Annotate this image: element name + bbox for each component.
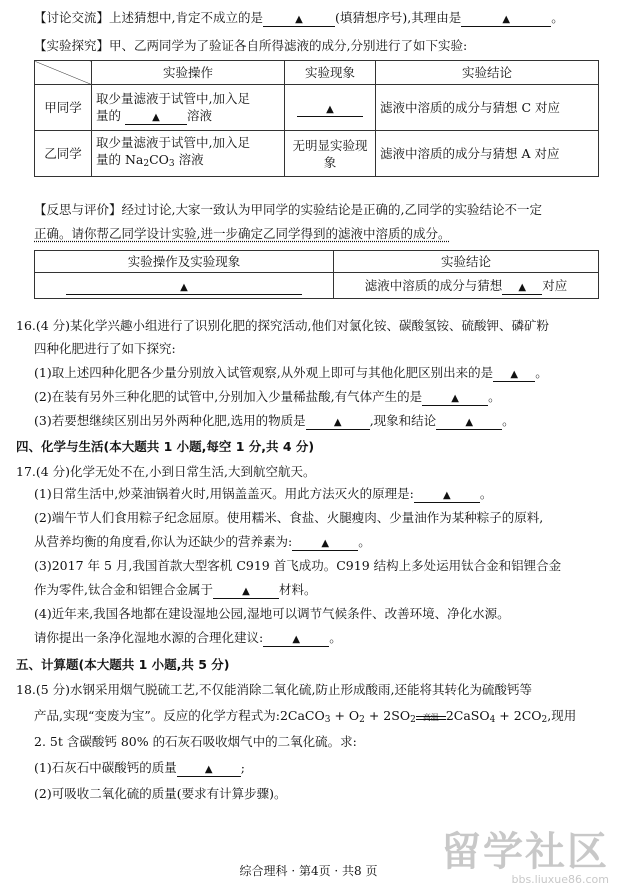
q16-part-1: (1)取上述四种化肥各少量分别放入试管观察,从外观上即可与其他化肥区别出来的是 ▲ 。 [34,365,548,380]
answer-blank[interactable] [66,279,302,295]
answer-blank[interactable] [292,535,358,551]
watermark-logo: 留学社区 bbs.liuxue86.com [441,829,609,886]
triangle-icon: ▲ [292,634,301,645]
student-a: 甲同学 [35,85,92,131]
table-corner-cell [35,61,92,85]
triangle-icon: ▲ [451,393,459,404]
answer-blank[interactable] [422,390,488,406]
experiment-table [34,60,599,177]
triangle-icon: ▲ [518,281,527,293]
q18-part-1: (1)石灰石中碳酸钙的质量 ▲ ; [34,760,245,775]
triangle-icon: ▲ [295,14,303,25]
design-answer-cell [35,273,334,299]
section-4-heading: 四、化学与生活(本大题共 1 小题,每空 1 分,共 4 分) [16,439,315,454]
q17-part-2b: 从营养均衡的角度看,你认为还缺少的营养素为: ▲ 。 [34,534,371,549]
student-b: 乙同学 [35,131,92,177]
answer-blank[interactable] [436,414,502,430]
q17-part-3b: 作为零件,钛合金和铝锂合金属于 ▲ 材料。 [34,582,317,597]
triangle-icon: ▲ [465,417,474,428]
q17-part-1: (1)日常生活中,炒菜油锅着火时,用锅盖盖灭。用此方法灭火的原理是: ▲ 。 [34,486,493,501]
triangle-icon: ▲ [333,417,342,428]
q18-part-2: (2)可吸收二氧化硫的质量(要求有计算步骤)。 [34,786,287,801]
triangle-icon: ▲ [321,538,330,549]
answer-blank[interactable] [306,414,370,430]
q18-equation-line: 产品,实现“变废为宝”。反应的化学方程式为:2CaCO$_3$ + $O_2 + 2SO_2$ 高温 2CaSO$_4$ + $2CO_2$,现用 [34,708,577,725]
answer-blank[interactable] [461,11,551,27]
q16-stem-2: 四种化肥进行了如下探究: [34,341,176,356]
triangle-icon: ▲ [326,103,334,115]
page-footer: 综合理科 · 第4页 · 共8 页 [239,864,378,878]
q16-part-2: (2)在装有另外三种化肥的试管中,分别加入少量稀盐酸,有气体产生的是 ▲ 。 [34,389,501,404]
triangle-icon: ▲ [502,14,511,25]
triangle-icon: ▲ [443,490,451,501]
header-conclusion: 实验结论 [334,251,599,273]
q17-part-3a: (3)2017 年 5 月,我国首款大型客机 C919 首飞成功。C919 结构上多处运用钛合金和铝锂合金 [34,558,562,573]
triangle-icon: ▲ [152,112,160,123]
q16-part-3: (3)若要想继续区别出另外两种化肥,选用的物质是 ▲ ,现象和结论 ▲ 。 [34,413,515,428]
header-conclusion: 实验结论 [376,61,599,85]
reflection-line-2: 正确。请你帮乙同学设计实验,进一步确定乙同学得到的滤液中溶质的成分。 [34,226,451,241]
answer-blank[interactable] [297,101,363,117]
answer-blank[interactable] [493,366,535,382]
conclusion-cell: 滤液中溶质的成分与猜想 C 对应 [376,85,599,131]
triangle-icon: ▲ [204,764,213,775]
answer-blank[interactable] [263,631,329,647]
header-operation: 实验操作 [92,61,285,85]
section-5-heading: 五、计算题(本大题共 1 小题,共 5 分) [16,657,230,672]
triangle-icon: ▲ [242,586,250,597]
header-operation-phenomenon: 实验操作及实验现象 [35,251,334,273]
q17-stem: 17.(4 分)化学无处不在,小到日常生活,大到航空航天。 [16,464,316,479]
q18-stem-1: 18.(5 分)水钢采用烟气脱硫工艺,不仅能消除二氧化硫,防止形成酸雨,还能将其转化为硫酸钙等 [16,682,532,697]
answer-blank[interactable] [177,761,241,777]
discussion-line: 【讨论交流】上述猜想中,肯定不成立的是 ▲ (填猜想序号),其理由是 ▲ 。 [34,10,564,25]
design-table [34,250,599,299]
q17-part-2a: (2)端午节人们食用粽子纪念屈原。使用糯米、食盐、火腿瘦肉、少量油作为某种粽子的原料, [34,510,544,525]
table-row [35,85,599,131]
table-row [35,131,599,177]
conclusion-cell: 滤液中溶质的成分与猜想 A 对应 [376,131,599,177]
reflection-line-1: 【反思与评价】经过讨论,大家一致认为甲同学的实验结论是正确的,乙同学的实验结论不一定 [34,202,542,217]
answer-blank[interactable] [213,583,279,599]
phenomenon-cell: 无明显实验现象 [285,131,376,177]
operation-cell: 取少量滤液于试管中,加入足 量的 ▲ 溶液 [92,85,285,131]
triangle-icon: ▲ [180,281,188,293]
table-row [35,273,599,299]
operation-cell: 取少量滤液于试管中,加入足 量的 $Na_2CO_3$ 溶液 [92,131,285,177]
answer-blank[interactable] [125,109,187,125]
q16-stem-1: 16.(4 分)某化学兴趣小组进行了识别化肥的探究活动,他们对氯化铵、碳酸氢铵、硫酸钾、磷矿粉 [16,318,550,333]
q18-stem-3: 2. 5t 含碳酸钙 80% 的石灰石吸收烟气中的二氧化硫。求: [34,734,357,749]
header-phenomenon: 实验现象 [285,61,376,85]
answer-blank[interactable] [414,487,480,503]
design-conclusion-cell: 滤液中溶质的成分与猜想 ▲ 对应 [334,273,599,299]
answer-blank[interactable] [263,11,335,27]
triangle-icon: ▲ [510,369,519,380]
phenomenon-cell [285,85,376,131]
answer-blank[interactable] [502,279,542,295]
q17-part-4b: 请你提出一条净化湿地水源的合理化建议: ▲ 。 [34,630,342,645]
experiment-intro: 【实验探究】甲、乙两同学为了验证各自所得滤液的成分,分别进行了如下实验: [34,38,468,53]
q17-part-4a: (4)近年来,我国各地都在建设湿地公园,湿地可以调节气候条件、改善环境、净化水源。 [34,606,510,621]
